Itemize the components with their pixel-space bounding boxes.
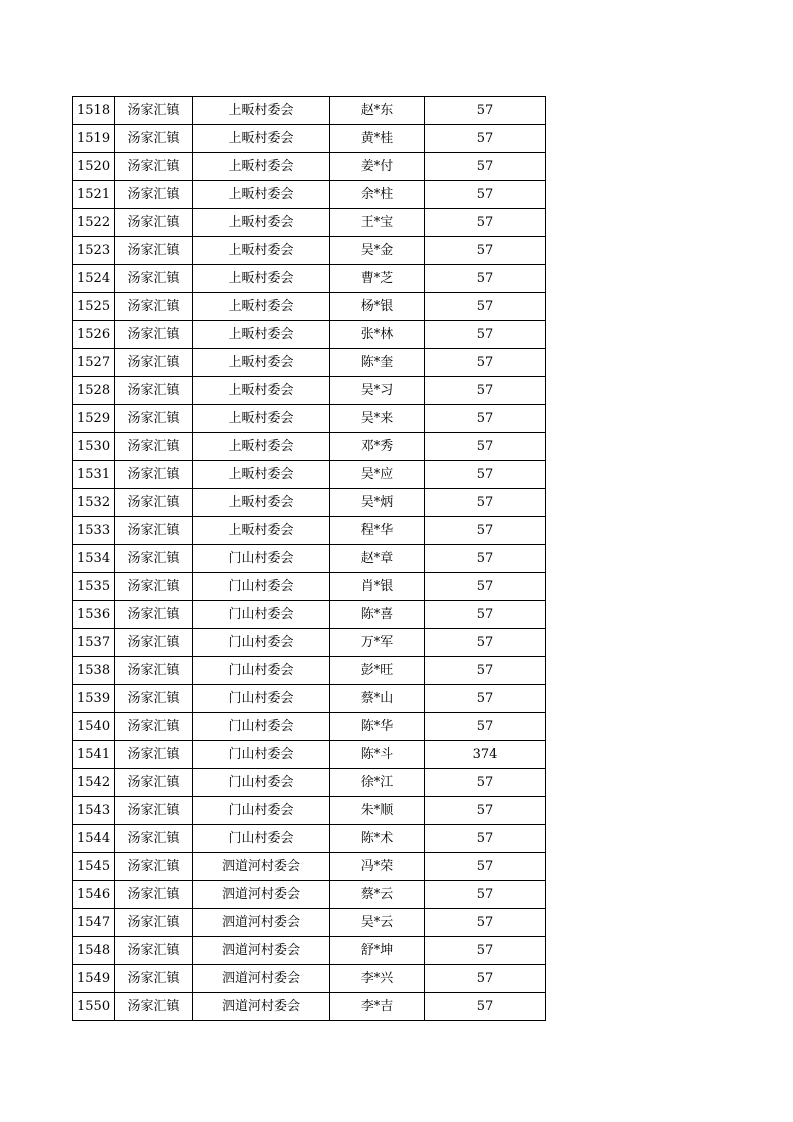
village-committee-cell: 上畈村委会 — [193, 265, 330, 293]
town-cell: 汤家汇镇 — [115, 797, 193, 825]
person-name-cell: 吴*金 — [330, 237, 425, 265]
village-committee-cell: 门山村委会 — [193, 657, 330, 685]
row-number-cell: 1531 — [73, 461, 115, 489]
table-row — [73, 433, 546, 461]
row-number-cell: 1550 — [73, 993, 115, 1021]
person-name-cell: 陈*华 — [330, 713, 425, 741]
town-cell: 汤家汇镇 — [115, 881, 193, 909]
village-committee-cell: 泗道河村委会 — [193, 909, 330, 937]
town-cell: 汤家汇镇 — [115, 657, 193, 685]
village-committee-cell: 门山村委会 — [193, 741, 330, 769]
amount-cell: 57 — [425, 629, 546, 657]
person-name-cell: 程*华 — [330, 517, 425, 545]
table-row — [73, 377, 546, 405]
person-name-cell: 吴*炳 — [330, 489, 425, 517]
amount-cell: 57 — [425, 545, 546, 573]
town-cell: 汤家汇镇 — [115, 97, 193, 125]
table-row — [73, 321, 546, 349]
table-row — [73, 97, 546, 125]
amount-cell: 57 — [425, 153, 546, 181]
amount-cell: 57 — [425, 573, 546, 601]
town-cell: 汤家汇镇 — [115, 209, 193, 237]
person-name-cell: 陈*术 — [330, 825, 425, 853]
row-number-cell: 1542 — [73, 769, 115, 797]
town-cell: 汤家汇镇 — [115, 405, 193, 433]
row-number-cell: 1518 — [73, 97, 115, 125]
row-number-cell: 1533 — [73, 517, 115, 545]
table-row — [73, 685, 546, 713]
row-number-cell: 1529 — [73, 405, 115, 433]
amount-cell: 57 — [425, 853, 546, 881]
amount-cell: 57 — [425, 517, 546, 545]
town-cell: 汤家汇镇 — [115, 825, 193, 853]
table-row — [73, 293, 546, 321]
town-cell: 汤家汇镇 — [115, 517, 193, 545]
beneficiary-table — [72, 96, 546, 1021]
amount-cell: 57 — [425, 237, 546, 265]
row-number-cell: 1537 — [73, 629, 115, 657]
table-row — [73, 629, 546, 657]
amount-cell: 57 — [425, 461, 546, 489]
amount-cell: 57 — [425, 293, 546, 321]
row-number-cell: 1532 — [73, 489, 115, 517]
table-row — [73, 349, 546, 377]
village-committee-cell: 门山村委会 — [193, 825, 330, 853]
amount-cell: 57 — [425, 181, 546, 209]
table-row — [73, 713, 546, 741]
amount-cell: 57 — [425, 713, 546, 741]
person-name-cell: 杨*银 — [330, 293, 425, 321]
town-cell: 汤家汇镇 — [115, 349, 193, 377]
amount-cell: 57 — [425, 601, 546, 629]
person-name-cell: 吴*应 — [330, 461, 425, 489]
village-committee-cell: 门山村委会 — [193, 797, 330, 825]
amount-cell: 57 — [425, 825, 546, 853]
person-name-cell: 陈*奎 — [330, 349, 425, 377]
amount-cell: 374 — [425, 741, 546, 769]
town-cell: 汤家汇镇 — [115, 573, 193, 601]
village-committee-cell: 门山村委会 — [193, 573, 330, 601]
town-cell: 汤家汇镇 — [115, 265, 193, 293]
table-row — [73, 489, 546, 517]
row-number-cell: 1530 — [73, 433, 115, 461]
table-row — [73, 601, 546, 629]
amount-cell: 57 — [425, 797, 546, 825]
person-name-cell: 李*吉 — [330, 993, 425, 1021]
town-cell: 汤家汇镇 — [115, 601, 193, 629]
person-name-cell: 曹*芝 — [330, 265, 425, 293]
village-committee-cell: 上畈村委会 — [193, 377, 330, 405]
person-name-cell: 吴*云 — [330, 909, 425, 937]
row-number-cell: 1527 — [73, 349, 115, 377]
amount-cell: 57 — [425, 265, 546, 293]
row-number-cell: 1520 — [73, 153, 115, 181]
town-cell: 汤家汇镇 — [115, 965, 193, 993]
row-number-cell: 1545 — [73, 853, 115, 881]
village-committee-cell: 门山村委会 — [193, 713, 330, 741]
person-name-cell: 万*军 — [330, 629, 425, 657]
amount-cell: 57 — [425, 937, 546, 965]
town-cell: 汤家汇镇 — [115, 853, 193, 881]
village-committee-cell: 上畈村委会 — [193, 97, 330, 125]
person-name-cell: 李*兴 — [330, 965, 425, 993]
amount-cell: 57 — [425, 881, 546, 909]
table-row — [73, 657, 546, 685]
table-row — [73, 461, 546, 489]
village-committee-cell: 泗道河村委会 — [193, 853, 330, 881]
row-number-cell: 1544 — [73, 825, 115, 853]
row-number-cell: 1519 — [73, 125, 115, 153]
village-committee-cell: 上畈村委会 — [193, 181, 330, 209]
person-name-cell: 蔡*山 — [330, 685, 425, 713]
table-row — [73, 573, 546, 601]
village-committee-cell: 上畈村委会 — [193, 153, 330, 181]
person-name-cell: 冯*荣 — [330, 853, 425, 881]
table-row — [73, 853, 546, 881]
row-number-cell: 1549 — [73, 965, 115, 993]
row-number-cell: 1543 — [73, 797, 115, 825]
village-committee-cell: 上畈村委会 — [193, 461, 330, 489]
table-row — [73, 965, 546, 993]
town-cell: 汤家汇镇 — [115, 769, 193, 797]
row-number-cell: 1526 — [73, 321, 115, 349]
village-committee-cell: 上畈村委会 — [193, 321, 330, 349]
row-number-cell: 1528 — [73, 377, 115, 405]
row-number-cell: 1538 — [73, 657, 115, 685]
town-cell: 汤家汇镇 — [115, 237, 193, 265]
person-name-cell: 邓*秀 — [330, 433, 425, 461]
amount-cell: 57 — [425, 489, 546, 517]
town-cell: 汤家汇镇 — [115, 629, 193, 657]
table-body — [73, 97, 546, 1021]
village-committee-cell: 上畈村委会 — [193, 125, 330, 153]
table-row — [73, 881, 546, 909]
table-row — [73, 125, 546, 153]
row-number-cell: 1536 — [73, 601, 115, 629]
table-row — [73, 545, 546, 573]
town-cell: 汤家汇镇 — [115, 741, 193, 769]
amount-cell: 57 — [425, 909, 546, 937]
village-committee-cell: 上畈村委会 — [193, 237, 330, 265]
row-number-cell: 1534 — [73, 545, 115, 573]
row-number-cell: 1521 — [73, 181, 115, 209]
person-name-cell: 吴*来 — [330, 405, 425, 433]
person-name-cell: 陈*喜 — [330, 601, 425, 629]
town-cell: 汤家汇镇 — [115, 153, 193, 181]
town-cell: 汤家汇镇 — [115, 685, 193, 713]
town-cell: 汤家汇镇 — [115, 461, 193, 489]
table-row — [73, 741, 546, 769]
person-name-cell: 徐*江 — [330, 769, 425, 797]
village-committee-cell: 泗道河村委会 — [193, 937, 330, 965]
row-number-cell: 1523 — [73, 237, 115, 265]
person-name-cell: 姜*付 — [330, 153, 425, 181]
town-cell: 汤家汇镇 — [115, 125, 193, 153]
table-row — [73, 153, 546, 181]
town-cell: 汤家汇镇 — [115, 909, 193, 937]
town-cell: 汤家汇镇 — [115, 937, 193, 965]
row-number-cell: 1539 — [73, 685, 115, 713]
row-number-cell: 1522 — [73, 209, 115, 237]
person-name-cell: 吴*习 — [330, 377, 425, 405]
person-name-cell: 赵*章 — [330, 545, 425, 573]
row-number-cell: 1540 — [73, 713, 115, 741]
village-committee-cell: 上畈村委会 — [193, 293, 330, 321]
town-cell: 汤家汇镇 — [115, 321, 193, 349]
row-number-cell: 1546 — [73, 881, 115, 909]
town-cell: 汤家汇镇 — [115, 377, 193, 405]
village-committee-cell: 门山村委会 — [193, 545, 330, 573]
table-row — [73, 909, 546, 937]
amount-cell: 57 — [425, 433, 546, 461]
town-cell: 汤家汇镇 — [115, 713, 193, 741]
village-committee-cell: 门山村委会 — [193, 769, 330, 797]
person-name-cell: 彭*旺 — [330, 657, 425, 685]
person-name-cell: 赵*东 — [330, 97, 425, 125]
table-row — [73, 797, 546, 825]
table-row — [73, 265, 546, 293]
table-row — [73, 405, 546, 433]
village-committee-cell: 上畈村委会 — [193, 405, 330, 433]
table-row — [73, 769, 546, 797]
person-name-cell: 蔡*云 — [330, 881, 425, 909]
person-name-cell: 陈*斗 — [330, 741, 425, 769]
village-committee-cell: 上畈村委会 — [193, 517, 330, 545]
row-number-cell: 1548 — [73, 937, 115, 965]
amount-cell: 57 — [425, 349, 546, 377]
table-row — [73, 517, 546, 545]
table-row — [73, 237, 546, 265]
amount-cell: 57 — [425, 685, 546, 713]
amount-cell: 57 — [425, 97, 546, 125]
town-cell: 汤家汇镇 — [115, 433, 193, 461]
person-name-cell: 黄*桂 — [330, 125, 425, 153]
table-row — [73, 209, 546, 237]
village-committee-cell: 上畈村委会 — [193, 209, 330, 237]
town-cell: 汤家汇镇 — [115, 181, 193, 209]
village-committee-cell: 泗道河村委会 — [193, 965, 330, 993]
amount-cell: 57 — [425, 321, 546, 349]
town-cell: 汤家汇镇 — [115, 545, 193, 573]
village-committee-cell: 门山村委会 — [193, 685, 330, 713]
person-name-cell: 朱*顺 — [330, 797, 425, 825]
row-number-cell: 1535 — [73, 573, 115, 601]
town-cell: 汤家汇镇 — [115, 993, 193, 1021]
person-name-cell: 王*宝 — [330, 209, 425, 237]
person-name-cell: 舒*坤 — [330, 937, 425, 965]
row-number-cell: 1547 — [73, 909, 115, 937]
row-number-cell: 1541 — [73, 741, 115, 769]
amount-cell: 57 — [425, 769, 546, 797]
amount-cell: 57 — [425, 657, 546, 685]
village-committee-cell: 上畈村委会 — [193, 433, 330, 461]
village-committee-cell: 泗道河村委会 — [193, 993, 330, 1021]
table-row — [73, 825, 546, 853]
amount-cell: 57 — [425, 125, 546, 153]
village-committee-cell: 上畈村委会 — [193, 489, 330, 517]
table-row — [73, 181, 546, 209]
person-name-cell: 张*林 — [330, 321, 425, 349]
village-committee-cell: 泗道河村委会 — [193, 881, 330, 909]
person-name-cell: 余*柱 — [330, 181, 425, 209]
amount-cell: 57 — [425, 377, 546, 405]
town-cell: 汤家汇镇 — [115, 489, 193, 517]
row-number-cell: 1524 — [73, 265, 115, 293]
amount-cell: 57 — [425, 993, 546, 1021]
amount-cell: 57 — [425, 965, 546, 993]
person-name-cell: 肖*银 — [330, 573, 425, 601]
row-number-cell: 1525 — [73, 293, 115, 321]
table-row — [73, 937, 546, 965]
village-committee-cell: 门山村委会 — [193, 629, 330, 657]
village-committee-cell: 上畈村委会 — [193, 349, 330, 377]
village-committee-cell: 门山村委会 — [193, 601, 330, 629]
town-cell: 汤家汇镇 — [115, 293, 193, 321]
amount-cell: 57 — [425, 209, 546, 237]
amount-cell: 57 — [425, 405, 546, 433]
table-row — [73, 993, 546, 1021]
